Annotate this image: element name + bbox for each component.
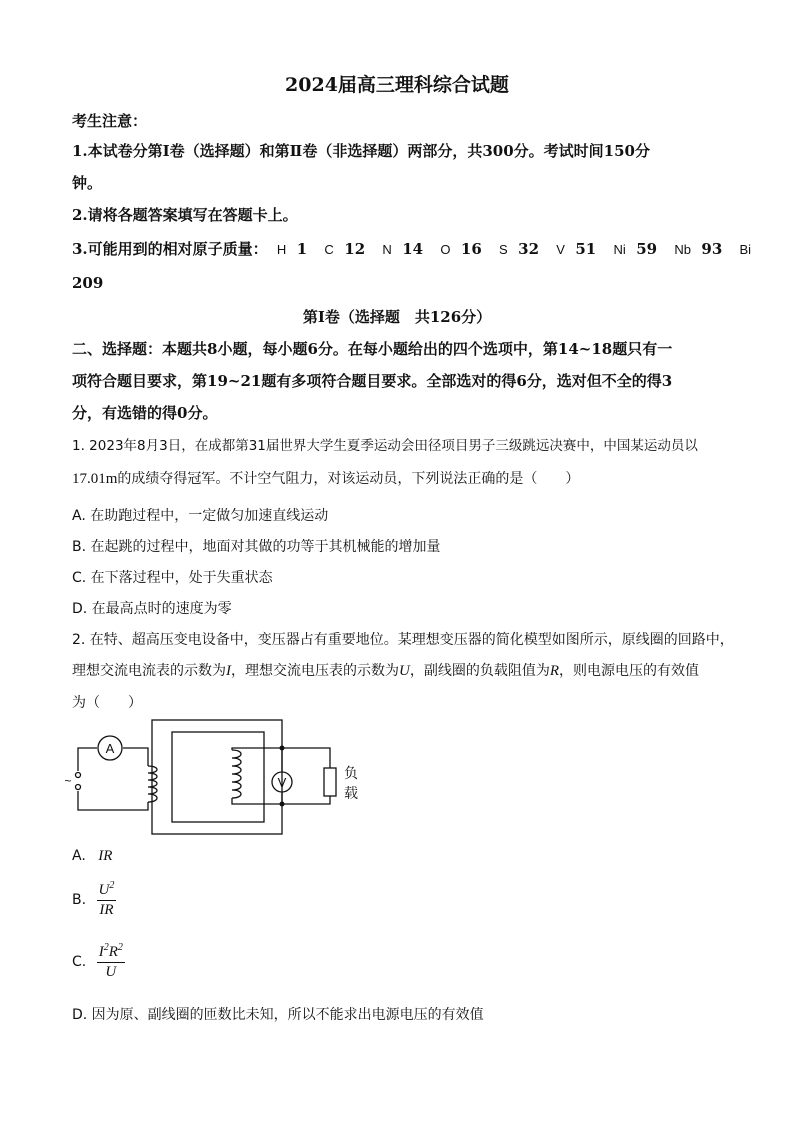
q1-line-1: 1. 2023年8月3日，在成都第31届世界大学生夏季运动会田径项目男子三级跳远决赛中，中国某运动员以: [72, 438, 698, 454]
notice-item-3-label: 3.可能用到的相对原子质量：: [72, 240, 268, 258]
element-symbol: Ni: [613, 242, 626, 257]
mass-entry: [324, 240, 365, 258]
element-symbol: C: [324, 242, 334, 257]
q1-line-2: [72, 468, 579, 488]
q1-distance: 17.01m: [72, 471, 118, 487]
mass-entry: [556, 240, 596, 258]
q2-var-i: I: [226, 663, 231, 679]
load-label-2: 载: [344, 786, 358, 802]
section-2-line-2: 项符合题目要求，第19~21题有多项符合题目要求。全部选对的得6分，选对但不全的得3: [72, 372, 673, 390]
source-terminal-bottom: [76, 785, 81, 790]
q1-option-d: D. 在最高点时的速度为零: [72, 601, 232, 617]
notice-item-1-line-2: 钟。: [72, 174, 103, 192]
option-c-denominator: U: [105, 964, 117, 980]
q2-option-d: D. 因为原、副线圈的匝数比未知，所以不能求出电源电压的有效值: [72, 1007, 484, 1023]
transformer-core-inner: [172, 732, 264, 822]
section-2-line-1: 二、选择题：本题共8小题，每小题6分。在每小题给出的四个选项中，第14~18题只有一: [72, 340, 673, 358]
q1-option-c: C. 在下落过程中，处于失重状态: [72, 570, 273, 586]
option-c-fraction: [97, 942, 125, 981]
element-symbol: Nb: [674, 242, 691, 257]
numerator-var-r: R: [108, 944, 118, 960]
q2-option-a: [72, 848, 112, 865]
q2-line-2: [72, 660, 699, 680]
element-mass: 1: [296, 240, 308, 258]
primary-wire-top-right: [123, 748, 148, 766]
part-1-heading: 第Ⅰ卷（选择题 共126分）: [302, 308, 492, 326]
element-symbol: S: [499, 242, 508, 257]
option-b-denominator: IR: [99, 902, 114, 918]
q2-var-u: U: [399, 663, 410, 679]
element-mass: 32: [518, 240, 540, 258]
q2-text: ，副线圈的负载阻值为: [409, 663, 550, 679]
notice-item-1-line-1: 1.本试卷分第Ⅰ卷（选择题）和第Ⅱ卷（非选择题）两部分，共300分。考试时间150分: [72, 142, 650, 160]
element-mass: 12: [344, 240, 366, 258]
element-symbol: N: [382, 242, 392, 257]
numerator-var: U: [98, 882, 110, 898]
mass-entry: [740, 240, 752, 258]
numerator-exp: 2: [109, 880, 115, 891]
secondary-coil: [232, 750, 241, 798]
option-b-label: B.: [72, 891, 87, 908]
numerator-exp-r: 2: [117, 942, 123, 953]
primary-wire-top-left: [78, 748, 97, 771]
element-symbol: V: [556, 242, 565, 257]
q2-line-1: 2. 在特、超高压变电设备中，变压器占有重要地位。某理想变压器的简化模型如图所示，原线圈的回路中，: [72, 632, 734, 648]
element-mass: 59: [636, 240, 658, 258]
element-mass: 51: [575, 240, 597, 258]
load-resistor: [324, 768, 336, 796]
element-mass: 16: [460, 240, 482, 258]
q2-line-3: 为（ ）: [72, 695, 142, 711]
numerator-exp-i: 2: [103, 942, 109, 953]
mass-entry: [499, 240, 539, 258]
primary-wire-bottom: [78, 791, 148, 810]
source-terminal-top: [76, 773, 81, 778]
q2-text: ，理想交流电压表的示数为: [231, 663, 399, 679]
element-symbol: Bi: [739, 242, 752, 257]
element-mass: 14: [402, 240, 424, 258]
element-symbol: O: [440, 242, 451, 257]
voltmeter-label: V: [277, 775, 287, 790]
element-mass: 93: [701, 240, 723, 258]
q1-option-b: B. 在起跳的过程中，地面对其做的功等于其机械能的增加量: [72, 539, 441, 555]
transformer-circuit-diagram: [60, 718, 380, 838]
notice-item-2: 2.请将各题答案填写在答题卡上。: [72, 206, 298, 224]
element-symbol: H: [276, 242, 287, 257]
junction-dot-top: [280, 746, 285, 751]
mass-entry: [440, 240, 481, 258]
q2-option-b: [72, 880, 116, 919]
option-b-numerator: [97, 880, 117, 901]
page-title: 2024届高三理科综合试题: [285, 74, 509, 96]
option-a-formula: IR: [98, 848, 113, 864]
mass-entry: [277, 240, 307, 258]
load-label-1: 负: [344, 766, 358, 782]
q1-option-a: A. 在助跑过程中，一定做匀加速直线运动: [72, 508, 329, 524]
junction-dot-bottom: [280, 802, 285, 807]
option-a-label: A.: [72, 848, 86, 864]
q2-text: ，则电源电压的有效值: [559, 663, 700, 679]
q2-text: 理想交流电流表的示数为: [72, 663, 226, 679]
option-b-fraction: [97, 880, 117, 919]
ammeter-label: A: [105, 741, 115, 756]
mass-entry: [382, 240, 423, 258]
ac-source-symbol: ~: [64, 774, 72, 788]
section-2-line-3: 分，有选错的得0分。: [72, 404, 218, 422]
q1-line-2-rest: 的成绩夺得冠军。不计空气阻力，对该运动员，下列说法正确的是（ ）: [117, 471, 580, 487]
secondary-wire-top: [232, 748, 330, 768]
option-c-numerator: [97, 942, 125, 963]
notice-item-3-tail: 209: [72, 274, 104, 292]
q2-var-r: R: [549, 663, 560, 679]
option-c-label: C.: [72, 953, 87, 970]
mass-entry: [674, 240, 722, 258]
notice-heading: 考生注意：: [72, 112, 148, 130]
q2-option-c: [72, 942, 125, 981]
notice-item-3: [72, 238, 751, 259]
numerator-var-i: I: [98, 944, 104, 960]
mass-entry: [613, 240, 657, 258]
